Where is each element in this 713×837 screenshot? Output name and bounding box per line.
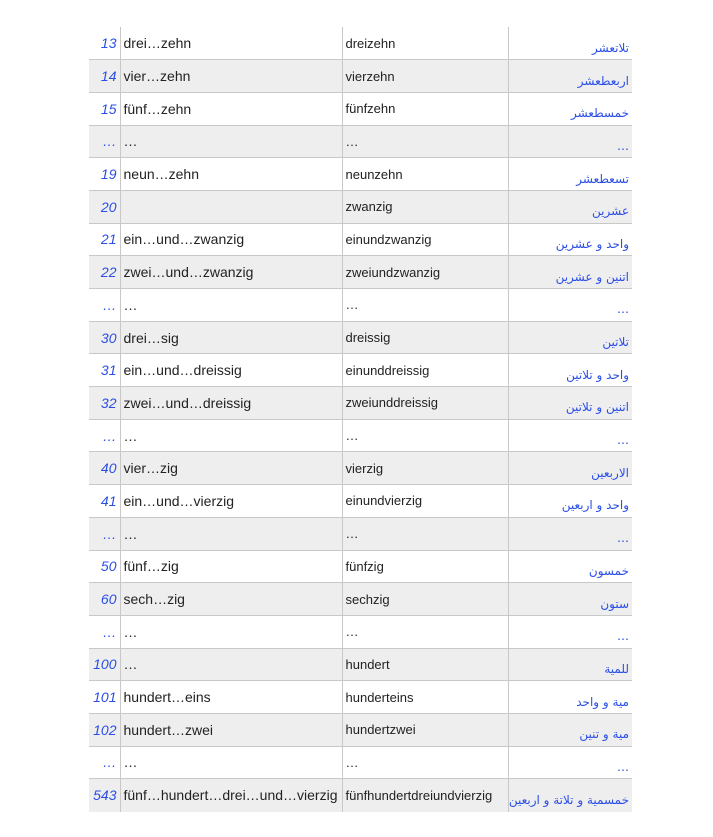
table-row xyxy=(89,27,632,60)
syllable-split-cell: vier…zehn xyxy=(120,60,342,93)
number-cell: 14 xyxy=(89,60,120,93)
number-cell: … xyxy=(89,746,120,779)
arabic-word-cell: … xyxy=(508,746,632,779)
syllable-split-cell: drei…zehn xyxy=(120,27,342,60)
arabic-word-cell: اتنين و عشرين xyxy=(508,256,632,289)
arabic-word-cell: … xyxy=(508,289,632,322)
arabic-word-cell: للمية xyxy=(508,648,632,681)
german-word-cell: hunderteins xyxy=(342,681,508,714)
german-word-cell: … xyxy=(342,615,508,648)
syllable-split-cell: … xyxy=(120,289,342,322)
table-row xyxy=(89,223,632,256)
german-word-cell: einundzwanzig xyxy=(342,223,508,256)
german-word-cell: vierzig xyxy=(342,452,508,485)
syllable-split-cell: zwei…und…zwanzig xyxy=(120,256,342,289)
arabic-word-cell: مية و واحد xyxy=(508,681,632,714)
table-row xyxy=(89,713,632,746)
number-cell: 32 xyxy=(89,387,120,420)
table-row xyxy=(89,354,632,387)
syllable-split-cell xyxy=(120,190,342,223)
syllable-split-cell: sech…zig xyxy=(120,583,342,616)
number-cell: 40 xyxy=(89,452,120,485)
table-row xyxy=(89,648,632,681)
syllable-split-cell: … xyxy=(120,648,342,681)
syllable-split-cell: neun…zehn xyxy=(120,158,342,191)
arabic-word-cell: عشرين xyxy=(508,190,632,223)
number-cell: 21 xyxy=(89,223,120,256)
table-row xyxy=(89,485,632,518)
table-row xyxy=(89,452,632,485)
arabic-word-cell: ستون xyxy=(508,583,632,616)
number-cell: 19 xyxy=(89,158,120,191)
table-row xyxy=(89,256,632,289)
arabic-word-cell: الاربعين xyxy=(508,452,632,485)
table-row xyxy=(89,125,632,158)
syllable-split-cell: … xyxy=(120,419,342,452)
arabic-word-cell: تلاتعشر xyxy=(508,27,632,60)
german-word-cell: zweiundzwanzig xyxy=(342,256,508,289)
syllable-split-cell: … xyxy=(120,746,342,779)
table-row xyxy=(89,60,632,93)
table-row xyxy=(89,158,632,191)
german-word-cell: … xyxy=(342,289,508,322)
arabic-word-cell: … xyxy=(508,615,632,648)
table-row xyxy=(89,289,632,322)
table-row xyxy=(89,321,632,354)
german-word-cell: … xyxy=(342,419,508,452)
german-word-cell: dreissig xyxy=(342,321,508,354)
number-cell: 30 xyxy=(89,321,120,354)
syllable-split-cell: ein…und…vierzig xyxy=(120,485,342,518)
arabic-word-cell: … xyxy=(508,517,632,550)
table-row xyxy=(89,681,632,714)
german-word-cell: fünfhundertdreiundvierzig xyxy=(342,779,508,812)
syllable-split-cell: drei…sig xyxy=(120,321,342,354)
german-word-cell: … xyxy=(342,125,508,158)
number-cell: … xyxy=(89,289,120,322)
table-row xyxy=(89,190,632,223)
number-cell: 20 xyxy=(89,190,120,223)
german-word-cell: einunddreissig xyxy=(342,354,508,387)
table-row xyxy=(89,387,632,420)
table-row xyxy=(89,615,632,648)
table-row xyxy=(89,550,632,583)
arabic-word-cell: واحد و تلاتين xyxy=(508,354,632,387)
number-cell: 100 xyxy=(89,648,120,681)
table-row xyxy=(89,419,632,452)
number-cell: 13 xyxy=(89,27,120,60)
number-cell: 102 xyxy=(89,713,120,746)
syllable-split-cell: fünf…zig xyxy=(120,550,342,583)
number-cell: … xyxy=(89,125,120,158)
number-cell: … xyxy=(89,419,120,452)
arabic-word-cell: خمسون xyxy=(508,550,632,583)
number-cell: 41 xyxy=(89,485,120,518)
arabic-word-cell: اربعطعشر xyxy=(508,60,632,93)
arabic-word-cell: … xyxy=(508,419,632,452)
number-cell: 543 xyxy=(89,779,120,812)
german-word-cell: dreizehn xyxy=(342,27,508,60)
german-word-cell: … xyxy=(342,517,508,550)
german-word-cell: fünfzehn xyxy=(342,92,508,125)
syllable-split-cell: hundert…eins xyxy=(120,681,342,714)
arabic-word-cell: خمسمية و تلاتة و اربعين xyxy=(508,779,632,812)
syllable-split-cell: … xyxy=(120,615,342,648)
table-row xyxy=(89,779,632,812)
arabic-word-cell: واحد و اربعين xyxy=(508,485,632,518)
german-word-cell: … xyxy=(342,746,508,779)
number-cell: … xyxy=(89,615,120,648)
table-row xyxy=(89,517,632,550)
arabic-word-cell: واحد و عشرين xyxy=(508,223,632,256)
arabic-word-cell: … xyxy=(508,125,632,158)
number-cell: 101 xyxy=(89,681,120,714)
number-cell: 60 xyxy=(89,583,120,616)
german-word-cell: hundertzwei xyxy=(342,713,508,746)
syllable-split-cell: ein…und…dreissig xyxy=(120,354,342,387)
table-row xyxy=(89,92,632,125)
table-row xyxy=(89,583,632,616)
arabic-word-cell: مية و تنين xyxy=(508,713,632,746)
german-word-cell: fünfzig xyxy=(342,550,508,583)
german-word-cell: zweiunddreissig xyxy=(342,387,508,420)
arabic-word-cell: تسعطعشر xyxy=(508,158,632,191)
syllable-split-cell: vier…zig xyxy=(120,452,342,485)
number-cell: 22 xyxy=(89,256,120,289)
number-cell: 15 xyxy=(89,92,120,125)
syllable-split-cell: fünf…hundert…drei…und…vierzig xyxy=(120,779,342,812)
syllable-split-cell: hundert…zwei xyxy=(120,713,342,746)
number-cell: 31 xyxy=(89,354,120,387)
arabic-word-cell: تلاتين xyxy=(508,321,632,354)
german-word-cell: vierzehn xyxy=(342,60,508,93)
german-word-cell: neunzehn xyxy=(342,158,508,191)
german-word-cell: sechzig xyxy=(342,583,508,616)
syllable-split-cell: … xyxy=(120,517,342,550)
german-word-cell: hundert xyxy=(342,648,508,681)
syllable-split-cell: fünf…zehn xyxy=(120,92,342,125)
syllable-split-cell: zwei…und…dreissig xyxy=(120,387,342,420)
arabic-word-cell: اتنين و تلاتين xyxy=(508,387,632,420)
number-words-table xyxy=(89,27,632,812)
table-row xyxy=(89,746,632,779)
number-cell: … xyxy=(89,517,120,550)
number-cell: 50 xyxy=(89,550,120,583)
syllable-split-cell: ein…und…zwanzig xyxy=(120,223,342,256)
german-word-cell: einundvierzig xyxy=(342,485,508,518)
arabic-word-cell: خمسطعشر xyxy=(508,92,632,125)
table-body xyxy=(89,27,632,812)
german-word-cell: zwanzig xyxy=(342,190,508,223)
syllable-split-cell: … xyxy=(120,125,342,158)
